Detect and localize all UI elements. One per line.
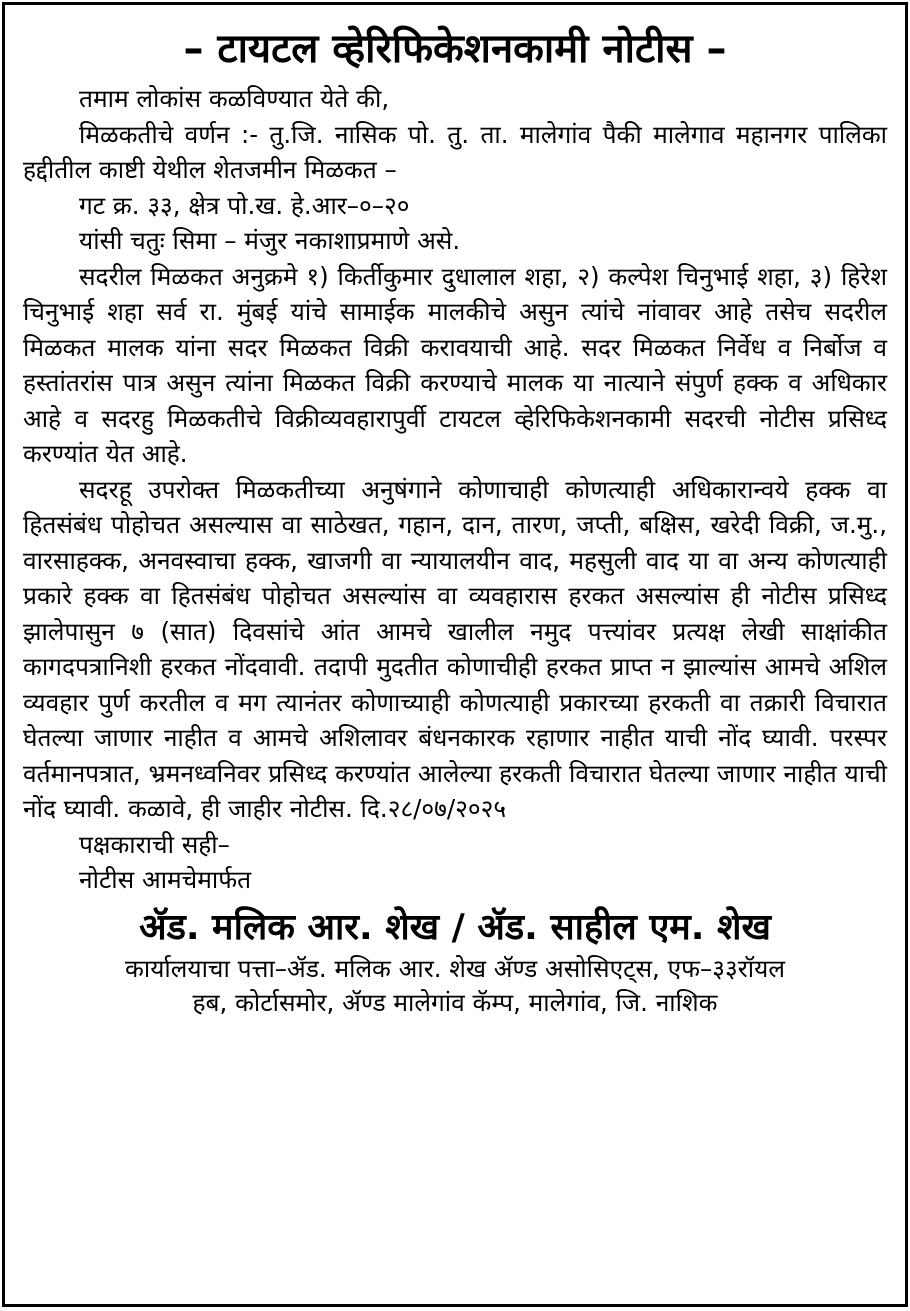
greeting: तमाम लोकांस कळविण्यात येते की, (79, 84, 390, 113)
party-signature: पक्षकाराची सही– (79, 829, 230, 859)
ownership-paragraph: सदरील मिळकत अनुक्रमे १) किर्तीकुमार दुधालाल शहा, २) कल्पेश चिनुभाई शहा, ३) हिरेश चिनुभाई शहा सर्व रा. मुंबई यांचे सामाईक मालकीचे असुन त्यांचे नांवावर आहे तसेच सदरील मिळकत मालक यांना सदर मिळकत विक्री करावयाची आहे. सदर मिळकत निर्वेध व निर्बोज व हस्तांतरांस पात्र असुन त्यांना मिळकत विक्री करण्याचे मालक या नात्याने संपुर्ण हक्क व अधिकार आहे व सदरहु मिळकतीचे विक्रीव्यवहारापुर्वी टायटल व्हेरिफिकेशनकामी सदरची नोटीस प्रसिध्द करण्यांत येत आहे. (23, 261, 887, 468)
property-description: मिळकतीचे वर्णन :- तु.जि. नासिक पो. तु. ता. मालेगांव पैकी मालेगाव महानगर पालिका हद्दीतील काष्टी येथील शेतजमीन मिळकत – (23, 119, 887, 184)
boundaries: यांसी चतुः सिमा – मंजुर नकाशाप्रमाणे असे. (79, 226, 461, 255)
notice-title: – टायटल व्हेरिफिकेशनकामी नोटीस – (183, 26, 727, 72)
public-notice (2, 2, 908, 1307)
objection-paragraph: सदरहू उपरोक्त मिळकतीच्या अनुषंगाने कोणाचाही कोणत्याही अधिकारान्वये हक्क वा हितसंबंध पोहोचत असल्यास वा साठेखत, गहान, दान, तारण, जप्ती, बक्षिस, खरेदी विक्री, ज.मु., वारसाहक्क, अनवस्वाचा हक्क, खाजगी वा न्यायालयीन वाद, महसुली वाद या वा अन्य कोणत्याही प्रकारे हक्क वा हितसंबंध पोहोचत असल्यांस वा व्यवहारास हरकत असल्यांस ही नोटीस प्रसिध्द झालेपासुन ७ (सात) दिवसांचे आंत आमचे खालील नमुद पत्त्यांवर प्रत्यक्ष लेखी साक्षांकीत कागदपत्रानिशी हरकत नोंदवावी. तदापी मुदतीत कोणाचीही हरकत प्राप्त न झाल्यांस आमचे अशिल व्यवहार पुर्ण करतील व मग त्यानंतर कोणाच्याही कोणत्याही प्रकारच्या हरकती वा तक्रारी विचारात घेतल्या जाणार नाहीत व आमचे अशिलावर बंधनकारक रहाणार नाहीत याची नोंद घ्यावी. परस्पर वर्तमानपत्रात, भ्रमनध्वनिवर प्रसिध्द करण्यांत आलेल्या हरकती विचारात घेतल्या जाणार नाहीत याची नोंद घ्यावी. कळावे, ही जाहीर नोटीस. दि.२८/०७/२०२५ (23, 474, 887, 823)
gat-number: गट क्र. ३३, क्षेत्र पो.ख. हे.आर–०–२० (79, 190, 410, 220)
notice-through: नोटीस आमचेमार्फत (79, 865, 252, 894)
office-address-line-1: कार्यालयाचा पत्ता–ॲड. मलिक आर. शेख ॲण्ड असोसिएट्स, एफ–३३रॉयल (125, 953, 785, 983)
advocate-names: ॲड. मलिक आर. शेख / ॲड. साहील एम. शेख (139, 906, 771, 948)
office-address-line-2: हब, कोर्टासमोर, ॲण्ड मालेगांव कॅम्प, मालेगांव, जि. नाशिक (192, 987, 718, 1017)
